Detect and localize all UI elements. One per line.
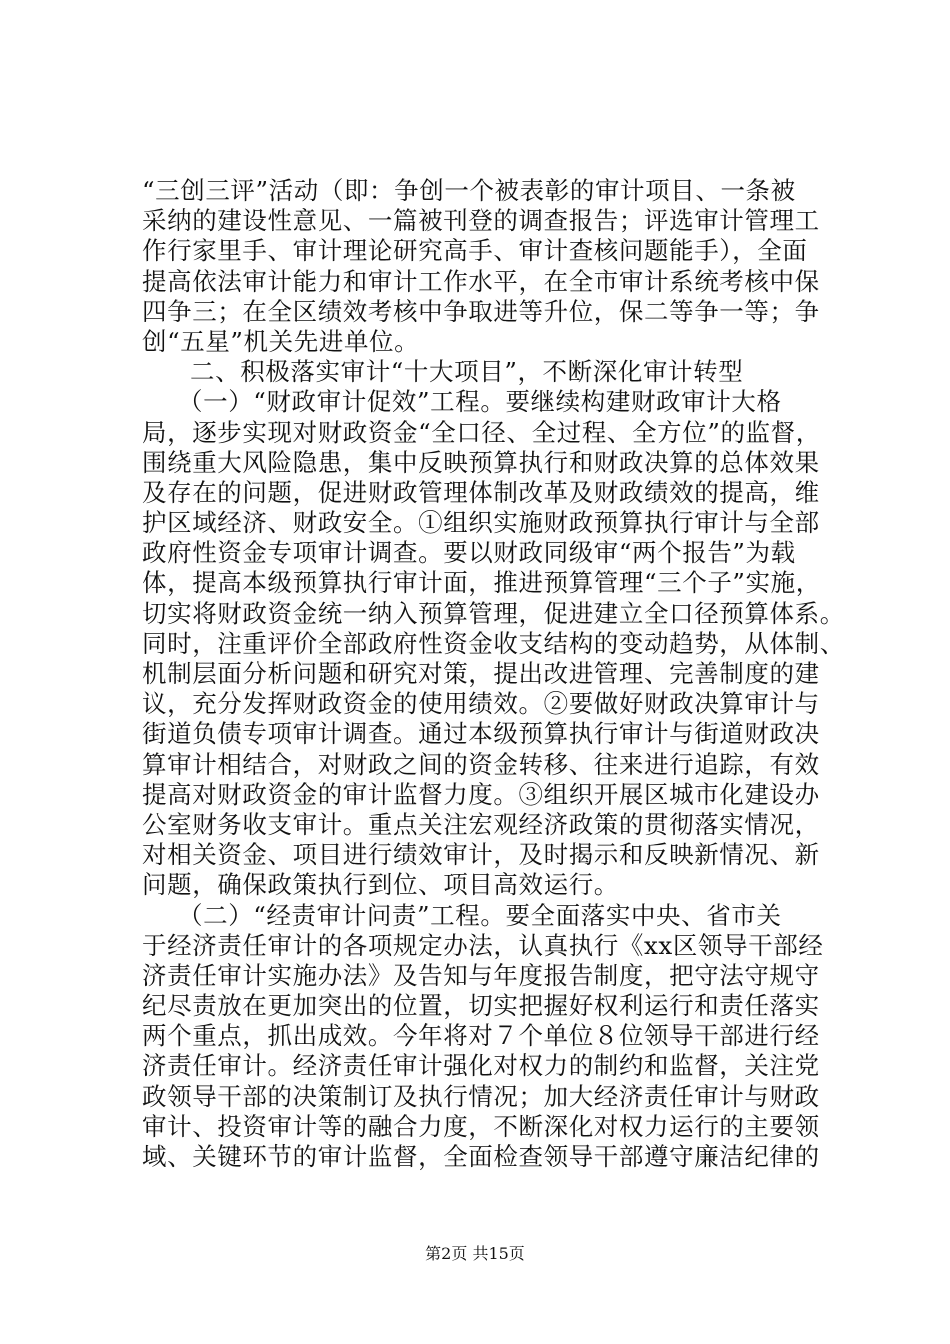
text-line: 局，逐步实现对财政资金“全口径、全过程、全方位”的监督， <box>142 417 821 447</box>
text-line: 于经济责任审计的各项规定办法，认真执行《xx区领导干部经 <box>142 930 824 960</box>
text-line: 政府性资金专项审计调查。要以财政同级审“两个报告”为载 <box>142 538 796 568</box>
page-number-footer: 第2页 共15页 <box>425 1244 525 1263</box>
text-line: 提高依法审计能力和审计工作水平，在全市审计系统考核中保 <box>142 266 820 296</box>
subsection-heading-line: （一）“财政审计促效”工程。要继续构建财政审计大格 <box>178 387 782 417</box>
text-line: 济责任审计实施办法》及告知与年度报告制度，把守法守规守 <box>142 960 820 990</box>
section-heading: 二、积极落实审计“十大项目”，不断深化审计转型 <box>190 357 744 387</box>
text-line: “三创三评”活动（即：争创一个被表彰的审计项目、一条被 <box>142 176 796 205</box>
text-line: 问题，确保政策执行到位、项目高效运行。 <box>142 870 619 900</box>
text-line: 域、关键环节的审计监督，全面检查领导干部遵守廉洁纪律的 <box>142 1142 820 1171</box>
text-line: 及存在的问题，促进财政管理体制改革及财政绩效的提高，维 <box>142 477 820 507</box>
text-line: 机制层面分析问题和研究对策，提出改进管理、完善制度的建 <box>142 659 820 688</box>
text-line: 议，充分发挥财政资金的使用绩效。②要做好财政决算审计与 <box>142 689 820 719</box>
text-line: 提高对财政资金的审计监督力度。③组织开展区城市化建设办 <box>142 779 820 809</box>
text-line: 济责任审计。经济责任审计强化对权力的制约和监督，关注党 <box>142 1051 820 1081</box>
text-line: 作行家里手、审计理论研究高手、审计查核问题能手），全面 <box>142 236 808 266</box>
text-line: 围绕重大风险隐患，集中反映预算执行和财政决算的总体效果 <box>142 447 820 477</box>
text-line: 四争三；在全区绩效考核中争取进等升位，保二等争一等；争 <box>142 296 820 326</box>
text-line: 算审计相结合，对财政之间的资金转移、往来进行追踪，有效 <box>142 749 820 779</box>
document-body <box>142 176 845 1172</box>
text-line: 街道负债专项审计调查。通过本级预算执行审计与街道财政决 <box>142 719 820 749</box>
text-line: 同时，注重评价全部政府性资金收支结构的变动趋势，从体制、 <box>142 628 845 658</box>
text-line: 采纳的建设性意见、一篇被刊登的调查报告；评选审计管理工 <box>142 206 820 236</box>
text-line: 审计、投资审计等的融合力度，不断深化对权力运行的主要领 <box>142 1111 820 1141</box>
text-line: 两个重点，抓出成效。今年将对７个单位８位领导干部进行经 <box>142 1021 820 1051</box>
text-line: 护区域经济、财政安全。①组织实施财政预算执行审计与全部 <box>142 508 820 538</box>
text-line: 公室财务收支审计。重点关注宏观经济政策的贯彻落实情况， <box>142 809 820 839</box>
subsection-heading-line: （二）“经责审计问责”工程。要全面落实中央、省市关 <box>178 900 782 930</box>
text-line: 对相关资金、项目进行绩效审计，及时揭示和反映新情况、新 <box>142 840 820 870</box>
text-line: 切实将财政资金统一纳入预算管理，促进建立全口径预算体系。 <box>142 598 845 628</box>
text-line: 创“五星”机关先进单位。 <box>142 326 420 356</box>
text-line: 政领导干部的决策制订及执行情况；加大经济责任审计与财政 <box>142 1081 820 1111</box>
text-line: 体，提高本级预算执行审计面，推进预算管理“三个子”实施， <box>142 568 821 598</box>
text-line: 纪尽责放在更加突出的位置，切实把握好权利运行和责任落实 <box>142 991 820 1021</box>
